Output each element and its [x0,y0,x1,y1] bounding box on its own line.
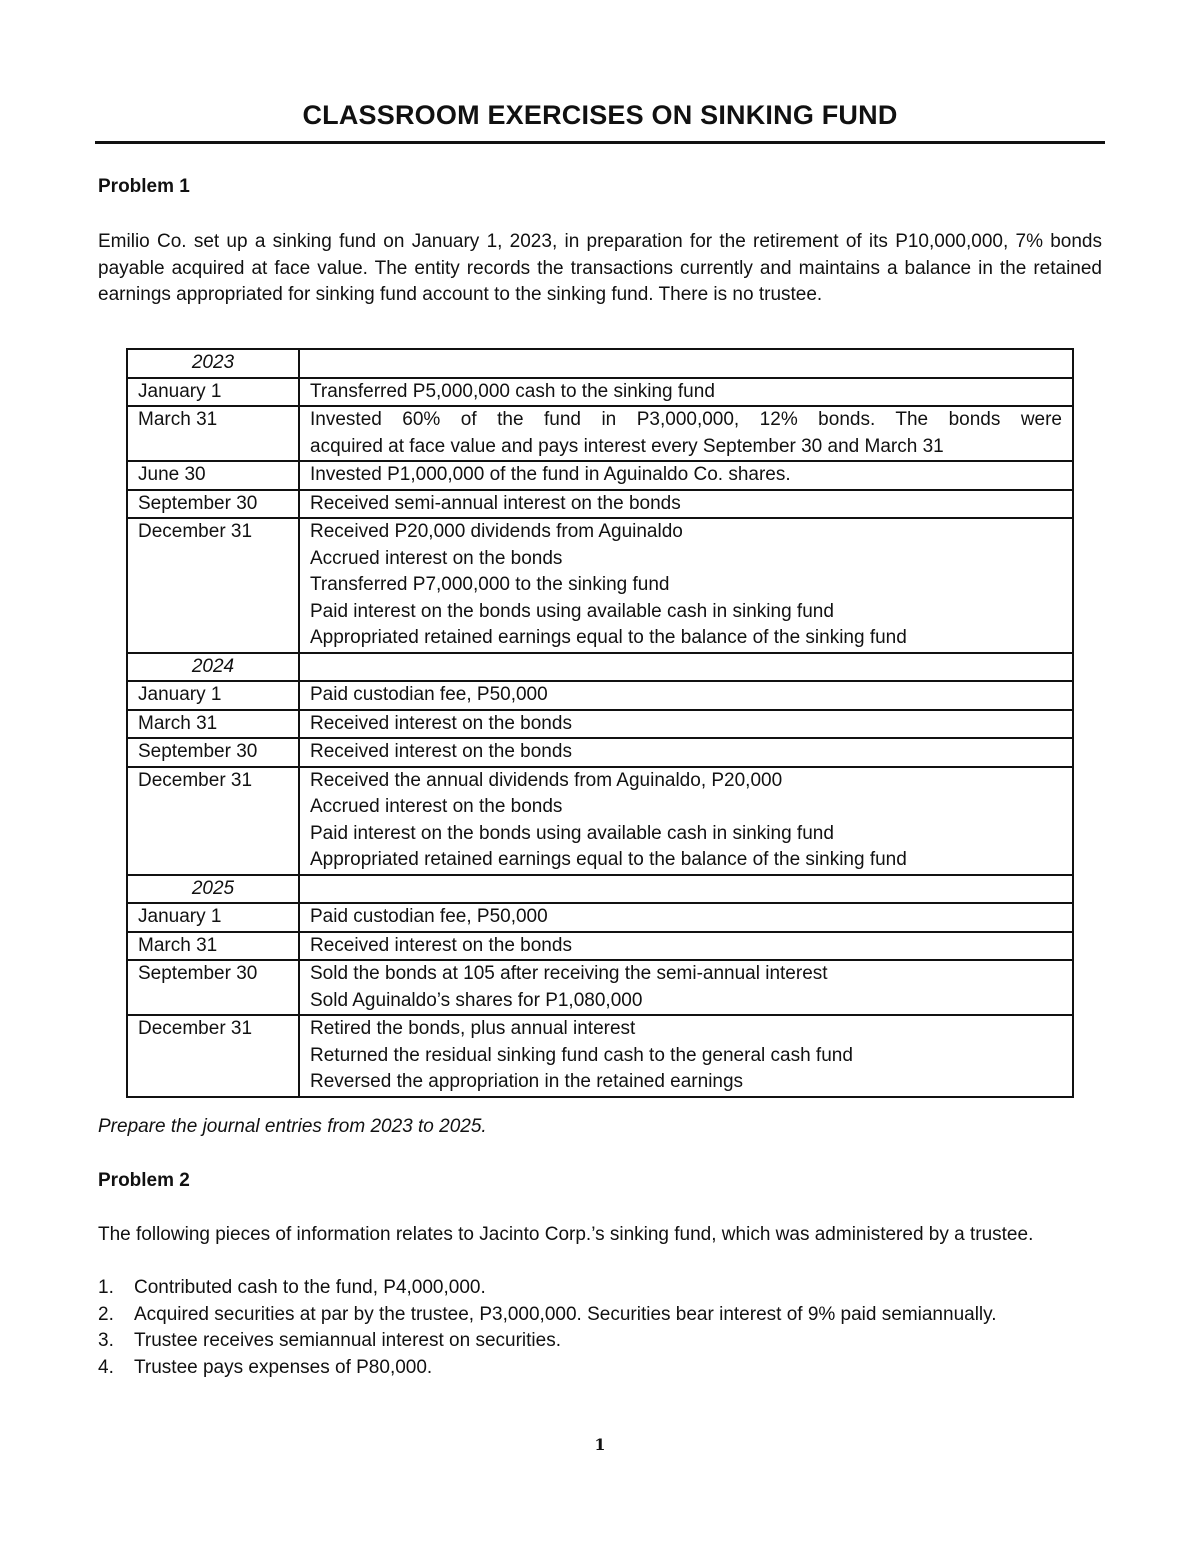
problem-1-heading: Problem 1 [98,176,190,197]
problem-2-heading: Problem 2 [98,1170,190,1191]
date-cell: June 30 [127,461,299,490]
description-line: Received P20,000 dividends from Aguinaldo [310,521,683,542]
year-cell: 2024 [127,653,299,682]
problem-2-paragraph: The following pieces of information relates to Jacinto Corp.’s sinking fund, which was administered by a trustee. [98,1224,1034,1245]
description-cell [299,932,1073,961]
description-line: Received interest on the bonds [310,934,572,956]
year-row [127,349,1073,378]
table-row [127,932,1073,961]
date-cell: January 1 [127,378,299,407]
list-item-text: Contributed cash to the fund, P4,000,000. [134,1277,486,1298]
description-cell [299,710,1073,739]
description-line: Sold Aguinaldo’s shares for P1,080,000 [310,989,643,1011]
table-row [127,1015,1073,1097]
description-line: Transferred P7,000,000 to the sinking fund [310,574,670,595]
description-cell [299,903,1073,932]
table-row [127,378,1073,407]
list-item [98,1355,1102,1382]
table-row [127,490,1073,519]
description-line: Received interest on the bonds [310,741,572,762]
table-row [127,767,1073,875]
description-line: Sold the bonds at 105 after receiving the semi-annual interest [310,963,828,984]
date-cell: March 31 [127,932,299,961]
table-row [127,406,1073,461]
list-item-number: 4. [98,1356,114,1378]
description-line: Paid interest on the bonds using available cash in sinking fund [310,822,834,844]
problem-1-paragraph: Emilio Co. set up a sinking fund on January 1, 2023, in preparation for the retirement of its P10,000,000, 7% bonds payable acquired at face value. The entity records the transactions currently and maintains a balance in the retained earnings appropriated for sinking fund account to the sinking fund. There is no trustee. [98,231,1102,305]
page-title: CLASSROOM EXERCISES ON SINKING FUND [302,100,898,130]
description-cell [299,681,1073,710]
list-item-text: Trustee receives semiannual interest on securities. [134,1330,561,1351]
description-line: Paid custodian fee, P50,000 [310,684,548,705]
description-cell [299,767,1073,875]
description-cell [299,406,1073,461]
list-item-number: 2. [98,1303,114,1325]
list-item-text: Trustee pays expenses of P80,000. [134,1356,433,1378]
description-cell [299,738,1073,767]
description-line: Received the annual dividends from Aguinaldo, P20,000 [310,769,783,791]
description-cell [299,1015,1073,1097]
list-item-text: Acquired securities at par by the trustee, P3,000,000. Securities bear interest of 9% paid semiannually. [134,1303,997,1325]
empty-cell [299,653,1073,682]
description-line: Received interest on the bonds [310,712,572,734]
description-line: Paid interest on the bonds using available cash in sinking fund [310,600,834,622]
table-row [127,461,1073,490]
description-line: Paid custodian fee, P50,000 [310,906,548,927]
list-item-number: 3. [98,1330,114,1351]
date-cell: December 31 [127,767,299,875]
description-line: Accrued interest on the bonds [310,547,563,569]
table-row [127,903,1073,932]
empty-cell [299,349,1073,378]
date-cell: September 30 [127,490,299,519]
description-cell [299,378,1073,407]
year-cell: 2025 [127,875,299,904]
description-line: Received semi-annual interest on the bonds [310,492,681,514]
description-line: Reversed the appropriation in the retained earnings [310,1071,744,1092]
description-line: Transferred P5,000,000 cash to the sinking fund [310,380,715,402]
table-row [127,518,1073,653]
date-cell: January 1 [127,903,299,932]
table-row [127,681,1073,710]
date-cell: March 31 [127,406,299,461]
problem-2-list [98,1275,1102,1381]
year-row [127,875,1073,904]
table-row [127,710,1073,739]
description-line: Returned the residual sinking fund cash to the general cash fund [310,1044,853,1066]
description-line: Appropriated retained earnings equal to the balance of the sinking fund [310,849,907,870]
date-cell: September 30 [127,960,299,1015]
table-row [127,738,1073,767]
title-rule [95,141,1105,144]
description-cell [299,490,1073,519]
description-line: Accrued interest on the bonds [310,796,563,817]
problem-1-instruction: Prepare the journal entries from 2023 to 2025. [98,1116,487,1137]
description-line: acquired at face value and pays interest every September 30 and March 31 [310,435,944,457]
list-item [98,1275,1102,1302]
empty-cell [299,875,1073,904]
table-row [127,960,1073,1015]
list-item-number: 1. [98,1277,114,1298]
year-row [127,653,1073,682]
description-line: Retired the bonds, plus annual interest [310,1018,636,1039]
date-cell: January 1 [127,681,299,710]
list-item [98,1302,1102,1329]
description-cell [299,960,1073,1015]
date-cell: December 31 [127,1015,299,1097]
list-item [98,1328,1102,1355]
transactions-table [126,348,1074,1098]
date-cell: December 31 [127,518,299,653]
description-line: Appropriated retained earnings equal to the balance of the sinking fund [310,627,907,648]
description-line: Invested 60% of the fund in P3,000,000, 12% bonds. The bonds were [310,409,1062,430]
date-cell: September 30 [127,738,299,767]
date-cell: March 31 [127,710,299,739]
description-cell [299,461,1073,490]
description-cell [299,518,1073,653]
description-line: Invested P1,000,000 of the fund in Aguinaldo Co. shares. [310,464,791,485]
year-cell: 2023 [127,349,299,378]
page-number: 1 [594,1435,606,1454]
